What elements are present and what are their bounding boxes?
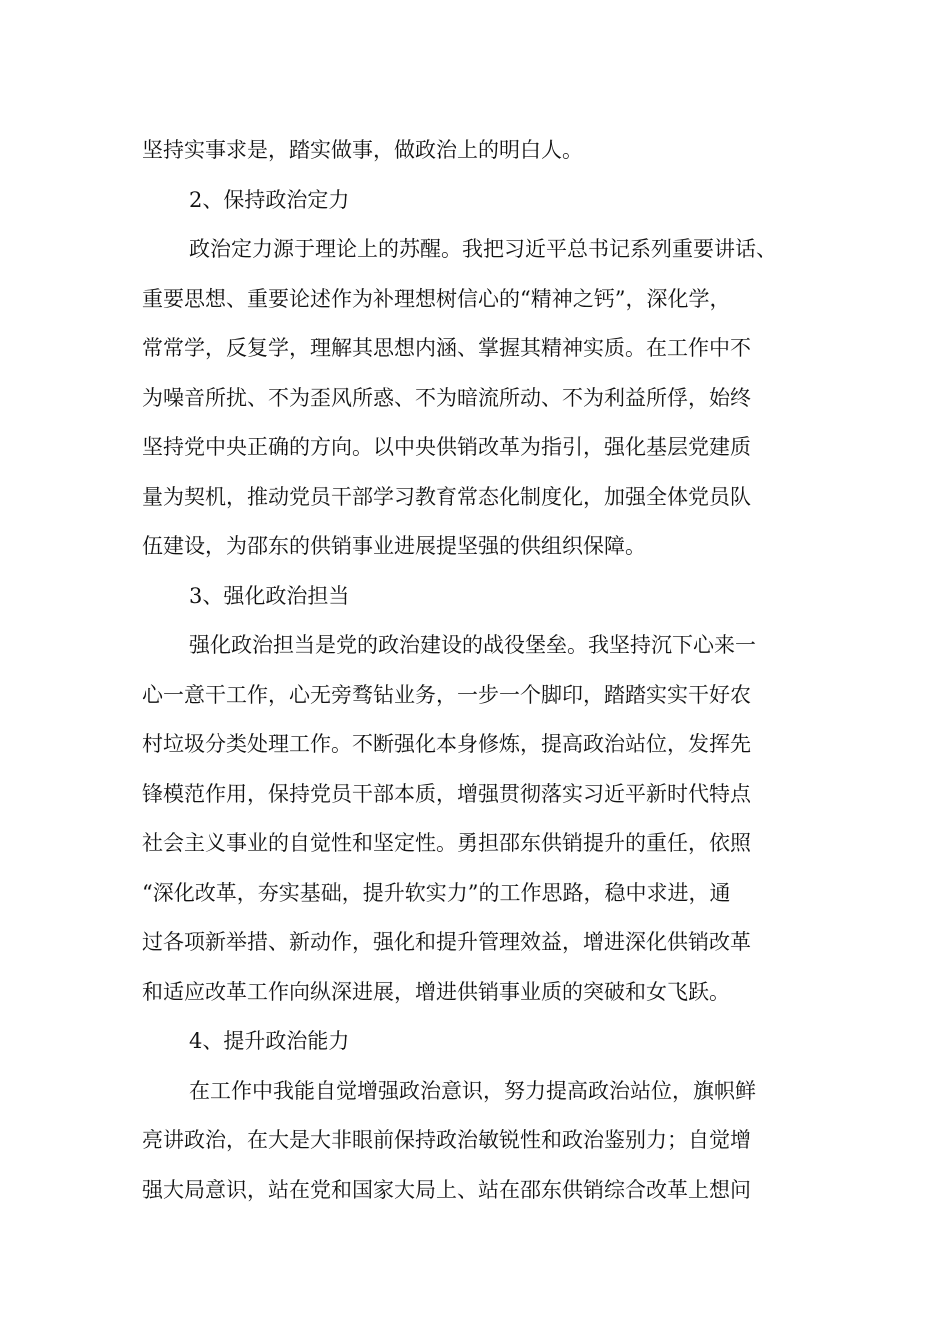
text-line: 锋模范作用，保持党员干部本质，增强贯彻落实习近平新时代特点 xyxy=(142,781,751,806)
text-line: 量为契机，推动党员干部学习教育常态化制度化，加强全体党员队 xyxy=(142,484,751,509)
section-heading: 3、强化政治担当 xyxy=(189,583,350,608)
text-line: 伍建设，为邵东的供销事业进展提坚强的供组织保障。 xyxy=(142,534,646,558)
section-heading: 2、保持政治定力 xyxy=(189,187,350,212)
section-heading: 4、提升政治能力 xyxy=(189,1029,350,1053)
text-line: 强化政治担当是党的政治建设的战役堡垒。我坚持沉下心来一 xyxy=(189,633,756,657)
text-line: 社会主义事业的自觉性和坚定性。勇担邵东供销提升的重任，依照 xyxy=(142,831,751,855)
text-line: 和适应改革工作向纵深进展，增进供销事业质的突破和女飞跃。 xyxy=(142,979,730,1004)
text-line: “深化改革，夯实基础，提升软实力”的工作思路，稳中求进，通 xyxy=(142,880,731,905)
text-line: 村垃圾分类处理工作。不断强化本身修炼，提高政治站位，发挥先 xyxy=(142,732,751,756)
text-line: 政治定力源于理论上的苏醒。我把习近平总书记系列重要讲话、 xyxy=(189,237,777,261)
text-line: 心一意干工作，心无旁骛钻业务，一步一个脚印，踏踏实实干好农 xyxy=(142,682,751,707)
text-line: 坚持实事求是，踏实做事，做政治上的明白人。 xyxy=(142,138,583,162)
text-line: 坚持党中央正确的方向。以中央供销改革为指引，强化基层党建质 xyxy=(142,435,751,459)
document-body xyxy=(142,126,822,1215)
text-line: 重要思想、重要论述作为补理想树信心的“精神之钙”，深化学， xyxy=(142,286,731,311)
text-line: 过各项新举措、新动作，强化和提升管理效益，增进深化供销改革 xyxy=(142,930,751,954)
text-line: 强大局意识，站在党和国家大局上、站在邵东供销综合改革上想问 xyxy=(142,1177,751,1202)
text-line: 在工作中我能自觉增强政治意识，努力提高政治站位，旗帜鲜 xyxy=(189,1078,756,1103)
text-line: 常常学，反复学，理解其思想内涵、掌握其精神实质。在工作中不 xyxy=(142,336,751,360)
text-line: 亮讲政治，在大是大非眼前保持政治敏锐性和政治鉴别力；自觉增 xyxy=(142,1128,751,1152)
text-line: 为噪音所扰、不为歪风所惑、不为暗流所动、不为利益所俘，始终 xyxy=(142,385,751,410)
